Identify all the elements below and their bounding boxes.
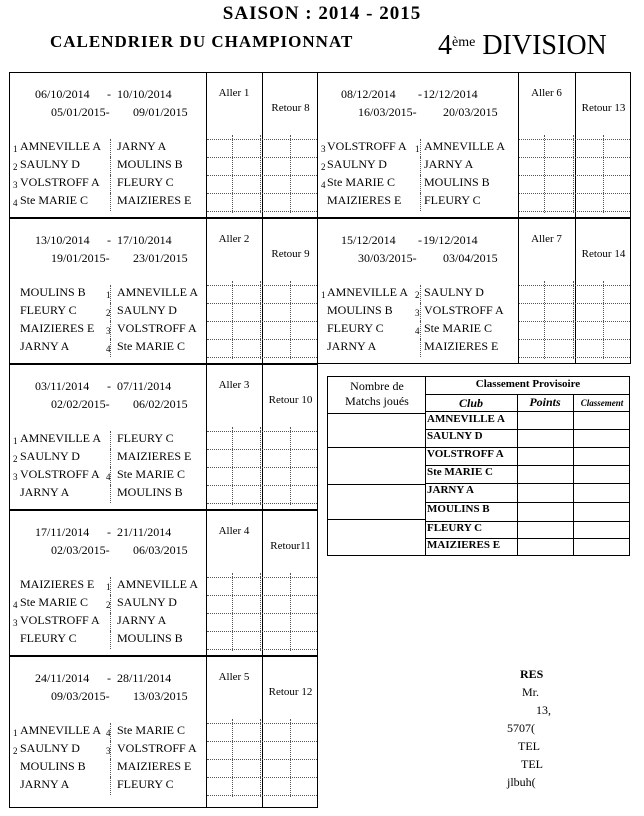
home-team: AMNEVILLE A xyxy=(20,723,101,737)
home-team: Ste MARIE C xyxy=(327,175,396,189)
rank-header: Classement xyxy=(580,398,624,408)
score-grid-line xyxy=(207,321,317,322)
match-row xyxy=(318,285,518,303)
team-separator xyxy=(110,449,111,467)
away-number: 1 xyxy=(415,144,420,154)
aller-label: Aller 4 xyxy=(218,525,250,537)
season-title: SAISON : 2014 - 2015 xyxy=(222,3,422,24)
team-separator xyxy=(110,303,111,321)
score-grid-line xyxy=(573,135,574,213)
home-team: JARNY A xyxy=(20,485,70,499)
score-grid-line xyxy=(232,719,233,797)
score-grid-line xyxy=(207,339,317,340)
away-team: VOLSTROFF A xyxy=(424,303,504,317)
team-separator xyxy=(110,139,111,157)
return-date-end: 23/01/2015 xyxy=(133,251,188,265)
score-grid-line xyxy=(290,719,291,797)
home-team: MOULINS B xyxy=(20,759,86,773)
away-team: JARNY A xyxy=(117,613,167,627)
away-team: FLEURY C xyxy=(117,431,174,445)
date-dash: - xyxy=(107,233,111,247)
away-number: 3 xyxy=(106,746,111,756)
match-row xyxy=(10,577,206,595)
away-number: 3 xyxy=(106,326,111,336)
match-row xyxy=(318,157,518,175)
score-grid-line xyxy=(207,723,317,724)
away-team: MAIZIERES E xyxy=(117,449,192,463)
round-date-start: 24/11/2014 xyxy=(35,671,90,685)
match-row xyxy=(318,139,518,157)
return-date-start: 19/01/2015- xyxy=(51,251,110,265)
away-number: 1 xyxy=(106,290,111,300)
match-row xyxy=(10,139,206,157)
home-number: 3 xyxy=(13,180,18,190)
date-dash: - xyxy=(107,87,111,101)
team-separator xyxy=(420,157,421,175)
away-team: MAIZIERES E xyxy=(117,759,192,773)
team-separator xyxy=(420,193,421,211)
score-grid-line xyxy=(519,285,630,286)
away-team: FLEURY C xyxy=(117,175,174,189)
round-panel xyxy=(9,364,318,510)
round-date-end: 10/10/2014 xyxy=(117,87,172,101)
return-date-start: 02/02/2015- xyxy=(51,397,110,411)
team-separator xyxy=(420,139,421,157)
home-team: Ste MARIE C xyxy=(20,595,89,609)
home-number: 4 xyxy=(321,180,326,190)
retour-label: Retour 12 xyxy=(268,686,313,698)
match-row xyxy=(318,193,518,211)
score-grid-line xyxy=(207,649,317,650)
column-divider xyxy=(262,73,263,217)
home-team: SAULNY D xyxy=(20,449,80,463)
match-row xyxy=(10,449,206,467)
score-grid-line xyxy=(260,719,261,797)
match-row xyxy=(318,303,518,321)
round-date-end: 21/11/2014 xyxy=(117,525,172,539)
standings-club: AMNEVILLE A xyxy=(427,413,505,425)
standings-table xyxy=(327,376,630,556)
team-separator xyxy=(110,577,111,595)
match-row xyxy=(10,485,206,503)
match-row xyxy=(10,759,206,777)
home-team: FLEURY C xyxy=(20,303,77,317)
retour-label: Retour 8 xyxy=(271,102,310,114)
away-number: 4 xyxy=(415,326,420,336)
aller-label: Aller 2 xyxy=(218,233,250,245)
away-team: FLEURY C xyxy=(117,777,174,791)
score-grid-line xyxy=(519,193,630,194)
team-separator xyxy=(110,285,111,303)
date-dash: - xyxy=(107,671,111,685)
away-number: 4 xyxy=(106,344,111,354)
return-date-start: 16/03/2015- xyxy=(358,105,417,119)
round-date-end: 12/12/2014 xyxy=(423,87,478,101)
home-number: 3 xyxy=(13,618,18,628)
score-grid-line xyxy=(544,135,545,213)
aller-label: Aller 7 xyxy=(531,233,562,245)
home-team: MAIZIERES E xyxy=(20,321,95,335)
away-team: MAIZIERES E xyxy=(424,339,499,353)
away-team: MOULINS B xyxy=(117,485,183,499)
away-team: JARNY A xyxy=(424,157,474,171)
return-date-start: 05/01/2015- xyxy=(51,105,110,119)
retour-label: Retour 9 xyxy=(271,248,310,260)
team-separator xyxy=(110,157,111,175)
retour-label: Retour 10 xyxy=(268,394,313,406)
home-team: MAIZIERES E xyxy=(327,193,402,207)
match-row xyxy=(10,777,206,795)
away-team: MOULINS B xyxy=(424,175,490,189)
score-grid-line xyxy=(207,613,317,614)
aller-label: Aller 3 xyxy=(218,379,250,391)
return-date-start: 02/03/2015- xyxy=(51,543,110,557)
home-number: 4 xyxy=(13,198,18,208)
home-number: 1 xyxy=(13,436,18,446)
score-grid-line xyxy=(232,281,233,359)
column-divider xyxy=(262,511,263,655)
home-team: VOLSTROFF A xyxy=(20,467,100,481)
match-row xyxy=(10,285,206,303)
round-date-end: 28/11/2014 xyxy=(117,671,172,685)
home-team: AMNEVILLE A xyxy=(20,431,101,445)
round-date-end: 07/11/2014 xyxy=(117,379,172,393)
score-grid-line xyxy=(290,281,291,359)
standings-club: JARNY A xyxy=(427,484,474,496)
matches-header: Nombre de Matchs joués xyxy=(345,379,409,408)
round-date-start: 03/11/2014 xyxy=(35,379,90,393)
score-grid-line xyxy=(207,211,317,212)
match-row xyxy=(10,175,206,193)
column-divider xyxy=(262,365,263,509)
column-divider xyxy=(262,657,263,807)
match-row xyxy=(10,157,206,175)
match-row xyxy=(10,595,206,613)
away-team: Ste MARIE C xyxy=(117,723,186,737)
date-dash: - xyxy=(418,233,422,247)
score-grid-line xyxy=(207,285,317,286)
score-grid-line xyxy=(207,175,317,176)
return-date-start: 30/03/2015- xyxy=(358,251,417,265)
home-team: SAULNY D xyxy=(20,741,80,755)
home-number: 4 xyxy=(13,600,18,610)
home-team: VOLSTROFF A xyxy=(327,139,407,153)
team-separator xyxy=(110,467,111,485)
score-grid-line xyxy=(603,135,604,213)
round-panel xyxy=(9,218,318,364)
responsable-line: RES xyxy=(520,667,544,681)
standings-club: MOULINS B xyxy=(427,503,490,515)
score-grid-line xyxy=(519,303,630,304)
home-team: VOLSTROFF A xyxy=(20,613,100,627)
matches-row-divider xyxy=(328,447,425,448)
column-divider xyxy=(575,219,576,363)
away-team: SAULNY D xyxy=(117,595,177,609)
date-dash: - xyxy=(418,87,422,101)
match-row xyxy=(10,467,206,485)
return-date-end: 09/01/2015 xyxy=(133,105,188,119)
retour-label: Retour 13 xyxy=(581,102,626,114)
away-team: Ste MARIE C xyxy=(424,321,493,335)
home-number: 1 xyxy=(321,290,326,300)
score-grid-line xyxy=(207,595,317,596)
away-team: MAIZIERES E xyxy=(117,193,192,207)
away-number: 1 xyxy=(106,582,111,592)
score-grid-line xyxy=(207,467,317,468)
score-grid-line xyxy=(573,281,574,359)
standings-club: MAIZIERES E xyxy=(427,539,501,551)
round-date-start: 06/10/2014 xyxy=(35,87,90,101)
score-grid-line xyxy=(207,431,317,432)
team-separator xyxy=(110,723,111,741)
score-grid-line xyxy=(519,357,630,358)
score-grid-line xyxy=(207,139,317,140)
score-grid-line xyxy=(290,427,291,505)
team-separator xyxy=(420,175,421,193)
home-number: 2 xyxy=(13,454,18,464)
score-grid-line xyxy=(207,157,317,158)
return-date-end: 06/02/2015 xyxy=(133,397,188,411)
score-grid-line xyxy=(260,135,261,213)
score-grid-line xyxy=(290,135,291,213)
home-number: 2 xyxy=(13,162,18,172)
responsable-line: TEL xyxy=(518,739,540,753)
home-team: SAULNY D xyxy=(20,157,80,171)
home-team: JARNY A xyxy=(20,339,70,353)
team-separator xyxy=(110,613,111,631)
score-grid-line xyxy=(519,339,630,340)
score-grid-line xyxy=(232,573,233,651)
return-date-end: 06/03/2015 xyxy=(133,543,188,557)
responsable-line: Mr. xyxy=(522,685,540,699)
away-team: SAULNY D xyxy=(424,285,484,299)
score-grid-line xyxy=(603,281,604,359)
score-grid-line xyxy=(260,427,261,505)
away-number: 2 xyxy=(106,308,111,318)
home-team: MAIZIERES E xyxy=(20,577,95,591)
score-grid-line xyxy=(519,157,630,158)
team-separator xyxy=(110,339,111,357)
score-grid-line xyxy=(207,303,317,304)
aller-label: Aller 1 xyxy=(218,87,250,99)
away-team: VOLSTROFF A xyxy=(117,321,197,335)
round-date-start: 17/11/2014 xyxy=(35,525,90,539)
home-team: MOULINS B xyxy=(327,303,393,317)
team-separator xyxy=(110,485,111,503)
away-team: JARNY A xyxy=(117,139,167,153)
match-row xyxy=(10,303,206,321)
away-team: SAULNY D xyxy=(117,303,177,317)
home-number: 1 xyxy=(13,144,18,154)
score-grid-line xyxy=(207,503,317,504)
home-number: 3 xyxy=(321,144,326,154)
standings-club: VOLSTROFF A xyxy=(427,448,504,460)
score-grid-line xyxy=(519,175,630,176)
away-number: 2 xyxy=(106,600,111,610)
return-date-end: 20/03/2015 xyxy=(443,105,498,119)
club-header: Club xyxy=(458,396,483,410)
date-dash: - xyxy=(107,525,111,539)
score-grid-line xyxy=(260,281,261,359)
return-date-start: 09/03/2015- xyxy=(51,689,110,703)
score-grid-line xyxy=(207,485,317,486)
home-team: JARNY A xyxy=(327,339,377,353)
aller-label: Aller 5 xyxy=(218,671,250,683)
team-separator xyxy=(110,777,111,795)
score-grid-line xyxy=(232,427,233,505)
home-number: 2 xyxy=(13,746,18,756)
away-team: MOULINS B xyxy=(117,631,183,645)
score-grid-line xyxy=(519,211,630,212)
score-grid-line xyxy=(207,741,317,742)
return-date-end: 03/04/2015 xyxy=(443,251,498,265)
home-team: VOLSTROFF A xyxy=(20,175,100,189)
responsable-line: jlbuh( xyxy=(507,775,536,789)
home-team: AMNEVILLE A xyxy=(20,139,101,153)
standings-title: Classement Provisoire xyxy=(475,378,581,390)
score-grid-line xyxy=(207,631,317,632)
standings-club: SAULNY D xyxy=(427,430,483,442)
retour-label: Retour 14 xyxy=(581,248,626,260)
score-grid-line xyxy=(519,321,630,322)
away-number: 2 xyxy=(415,290,420,300)
away-team: AMNEVILLE A xyxy=(424,139,505,153)
aller-label: Aller 6 xyxy=(531,87,562,99)
team-separator xyxy=(420,303,421,321)
round-date-start: 08/12/2014 xyxy=(341,87,396,101)
score-grid-line xyxy=(290,573,291,651)
match-row xyxy=(10,741,206,759)
team-separator xyxy=(110,193,111,211)
score-grid-line xyxy=(519,139,630,140)
away-team: FLEURY C xyxy=(424,193,481,207)
away-team: MOULINS B xyxy=(117,157,183,171)
away-number: 3 xyxy=(415,308,420,318)
matches-row-divider xyxy=(328,519,425,520)
division-title: 4ème DIVISION xyxy=(438,30,607,61)
score-grid-line xyxy=(207,777,317,778)
match-row xyxy=(318,175,518,193)
home-number: 3 xyxy=(13,472,18,482)
score-grid-line xyxy=(207,193,317,194)
home-team: SAULNY D xyxy=(327,157,387,171)
home-team: Ste MARIE C xyxy=(20,193,89,207)
match-row xyxy=(10,431,206,449)
match-row xyxy=(10,613,206,631)
team-separator xyxy=(420,321,421,339)
home-team: AMNEVILLE A xyxy=(327,285,408,299)
team-separator xyxy=(420,339,421,357)
home-team: FLEURY C xyxy=(327,321,384,335)
team-separator xyxy=(110,631,111,649)
score-grid-line xyxy=(544,281,545,359)
team-separator xyxy=(110,175,111,193)
score-grid-line xyxy=(260,573,261,651)
date-dash: - xyxy=(107,379,111,393)
team-separator xyxy=(110,431,111,449)
team-separator xyxy=(110,321,111,339)
calendar-title: CALENDRIER DU CHAMPIONNAT xyxy=(50,32,354,51)
away-team: AMNEVILLE A xyxy=(117,577,198,591)
team-separator xyxy=(110,595,111,613)
home-team: FLEURY C xyxy=(20,631,77,645)
matches-row-divider xyxy=(328,484,425,485)
match-row xyxy=(10,193,206,211)
score-grid-line xyxy=(207,795,317,796)
points-header: Points xyxy=(529,395,561,409)
score-grid-line xyxy=(232,135,233,213)
round-panel xyxy=(317,218,631,364)
responsable-line: 5707( xyxy=(507,721,535,735)
away-number: 4 xyxy=(106,472,111,482)
away-team: Ste MARIE C xyxy=(117,467,186,481)
match-row xyxy=(10,723,206,741)
round-date-end: 17/10/2014 xyxy=(117,233,172,247)
match-row xyxy=(10,339,206,357)
score-grid-line xyxy=(207,449,317,450)
away-number: 4 xyxy=(106,728,111,738)
home-team: MOULINS B xyxy=(20,285,86,299)
matches-row-divider xyxy=(328,413,425,414)
column-divider xyxy=(262,219,263,363)
standings-club: Ste MARIE C xyxy=(427,466,493,478)
column-divider xyxy=(575,73,576,217)
home-team: JARNY A xyxy=(20,777,70,791)
round-panel xyxy=(9,72,318,218)
home-number: 1 xyxy=(13,728,18,738)
standings-club: FLEURY C xyxy=(427,522,483,534)
home-number: 2 xyxy=(321,162,326,172)
away-team: VOLSTROFF A xyxy=(117,741,197,755)
team-separator xyxy=(110,759,111,777)
match-row xyxy=(318,339,518,357)
round-date-end: 19/12/2014 xyxy=(423,233,478,247)
score-grid-line xyxy=(207,759,317,760)
match-row xyxy=(10,631,206,649)
responsable-line: TEL xyxy=(521,757,543,771)
match-row xyxy=(10,321,206,339)
match-row xyxy=(318,321,518,339)
score-grid-line xyxy=(207,577,317,578)
round-date-start: 15/12/2014 xyxy=(341,233,396,247)
round-panel xyxy=(9,510,318,656)
away-team: Ste MARIE C xyxy=(117,339,186,353)
away-team: AMNEVILLE A xyxy=(117,285,198,299)
retour-label: Retour11 xyxy=(270,540,311,552)
round-date-start: 13/10/2014 xyxy=(35,233,90,247)
team-separator xyxy=(420,285,421,303)
team-separator xyxy=(110,741,111,759)
return-date-end: 13/03/2015 xyxy=(133,689,188,703)
score-grid-line xyxy=(207,357,317,358)
responsable-line: 13, xyxy=(536,703,551,717)
round-panel xyxy=(9,656,318,808)
round-panel xyxy=(317,72,631,218)
